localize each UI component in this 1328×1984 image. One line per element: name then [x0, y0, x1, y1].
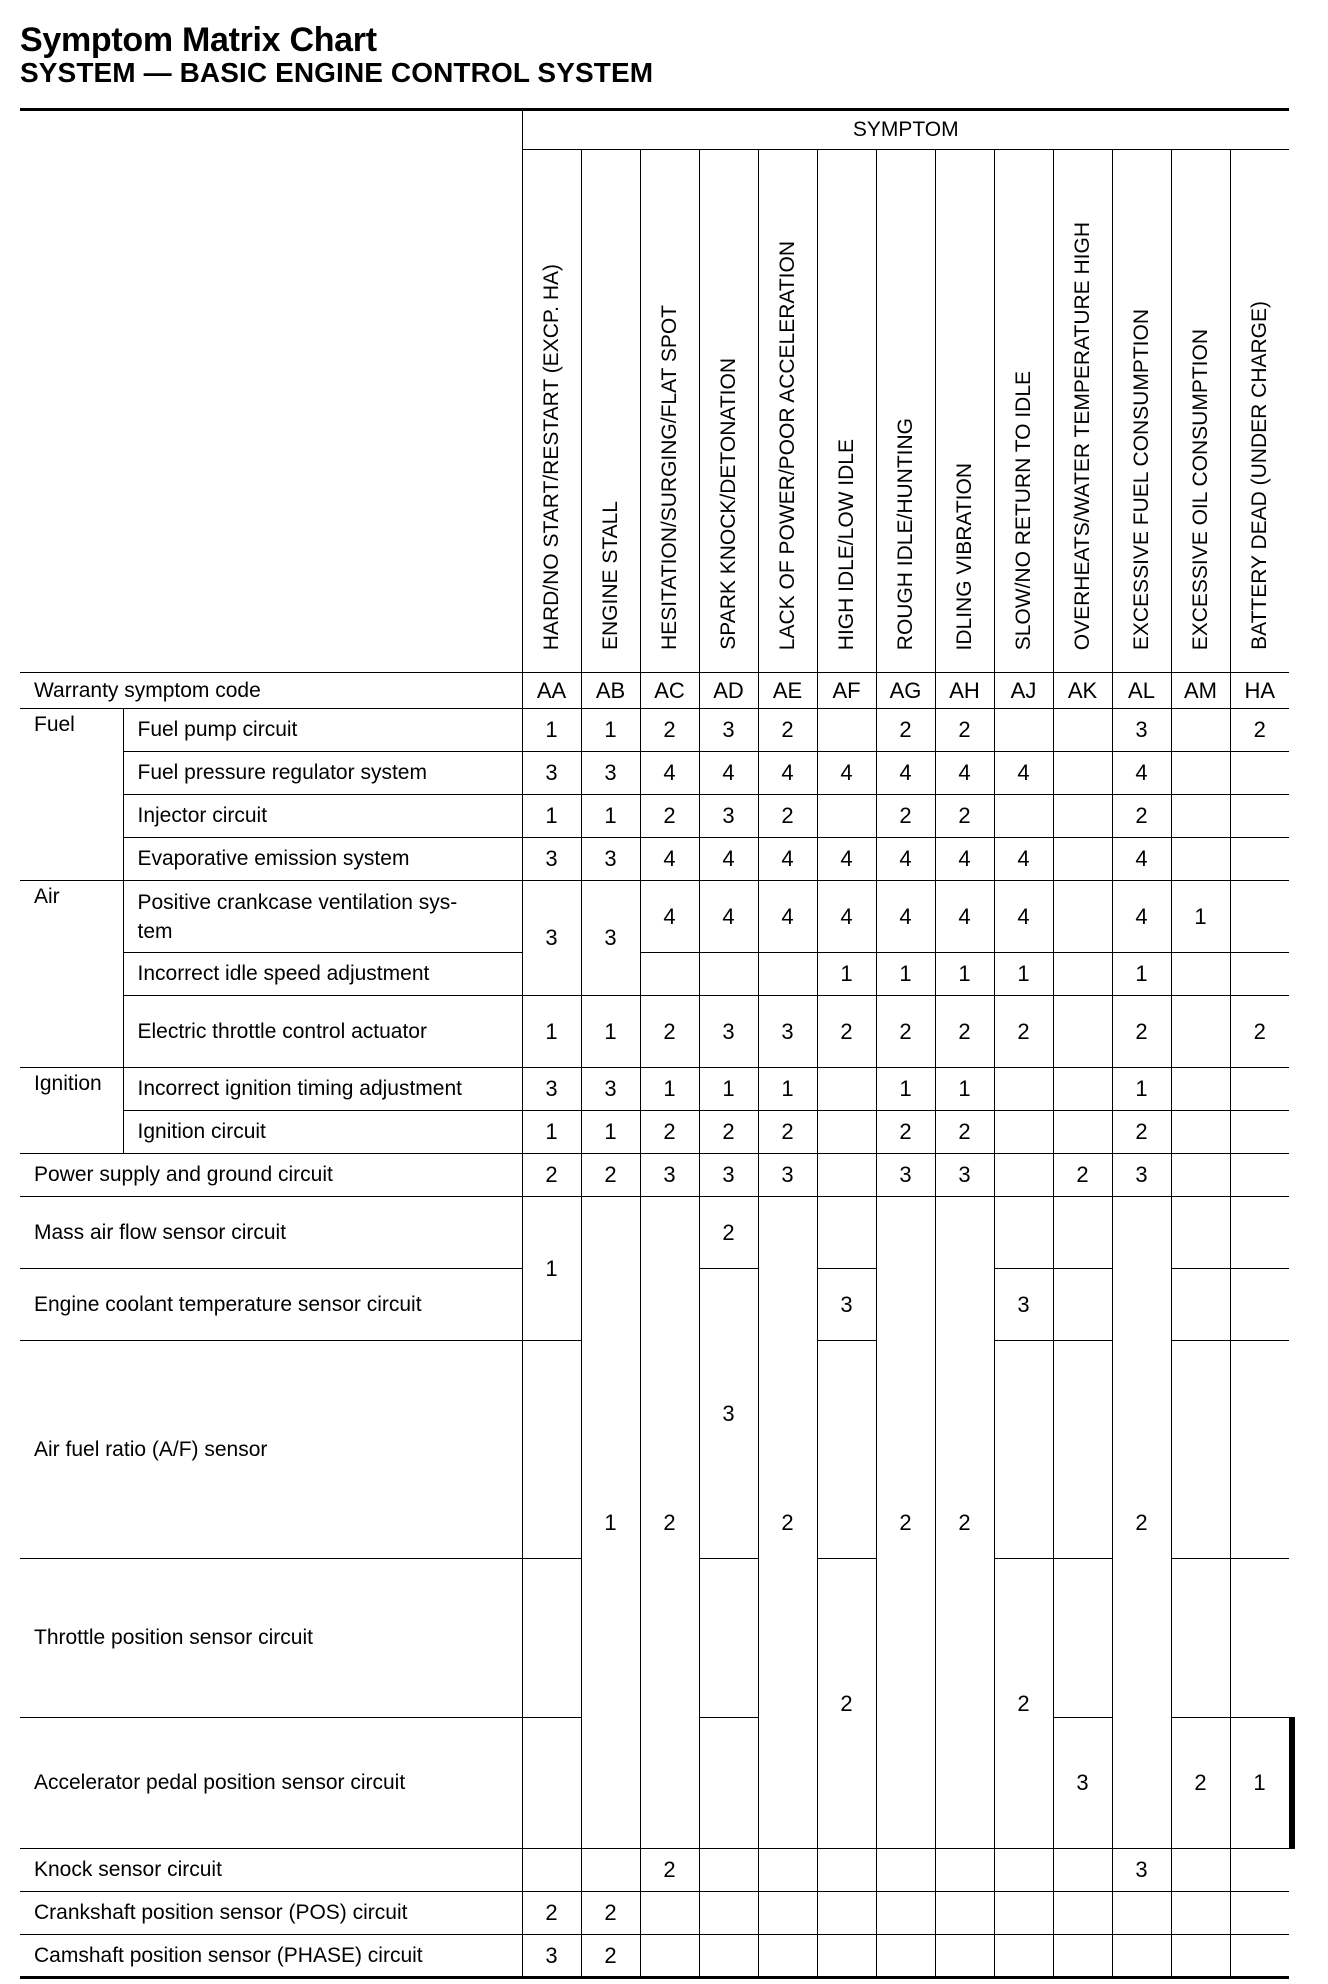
cell-af: 4	[817, 838, 876, 881]
symptom-column-label: EXCESSIVE FUEL CONSUMPTION	[1130, 308, 1153, 650]
cell-am	[1171, 1341, 1230, 1559]
cell-ae	[758, 1892, 817, 1935]
cell-ad	[699, 1892, 758, 1935]
cell-aa: 1	[522, 996, 581, 1068]
cell-aj	[994, 795, 1053, 838]
cell-ah: 2	[935, 709, 994, 752]
cell-aa: 1	[522, 1111, 581, 1154]
cell-ak	[1053, 795, 1112, 838]
warranty-code-label: Warranty symptom code	[20, 673, 522, 709]
row-label: Mass air flow sensor circuit	[20, 1197, 522, 1269]
row-label: Knock sensor circuit	[20, 1849, 522, 1892]
cell-aa	[522, 1559, 581, 1718]
cell-ab: 1	[581, 709, 640, 752]
cell-ah: 4	[935, 838, 994, 881]
cell-ae	[758, 953, 817, 996]
warranty-code-ae: AE	[758, 673, 817, 709]
cell-ha	[1230, 953, 1289, 996]
warranty-code-ag: AG	[876, 673, 935, 709]
cell-ak	[1053, 996, 1112, 1068]
cell-ac: 2	[640, 1111, 699, 1154]
symptom-column-ag	[876, 150, 935, 673]
row-label: Crankshaft position sensor (POS) circuit	[20, 1892, 522, 1935]
table-row	[20, 1892, 1295, 1935]
cell-am	[1171, 1559, 1230, 1718]
cell-al: 3	[1112, 1849, 1171, 1892]
row-label: Throttle position sensor circuit	[20, 1559, 522, 1718]
symptom-column-label: EXCESSIVE OIL CONSUMPTION	[1189, 328, 1212, 650]
chart-title: Symptom Matrix Chart	[20, 21, 377, 59]
symptom-column-label: IDLING VIBRATION	[953, 462, 976, 650]
cell-ah: 2	[935, 795, 994, 838]
cell-ae	[758, 1935, 817, 1978]
row-label: Fuel pump circuit	[123, 709, 522, 752]
group-fuel: Fuel	[20, 709, 123, 881]
warranty-code-aj: AJ	[994, 673, 1053, 709]
row-label-line: Positive crankcase ventilation sys-	[137, 890, 458, 914]
warranty-code-row	[20, 673, 1295, 709]
cell-ha	[1230, 1892, 1289, 1935]
symptom-column-aj	[994, 150, 1053, 673]
cell-ah	[935, 1935, 994, 1978]
cell-ak	[1053, 752, 1112, 795]
cell-ah: 2	[935, 996, 994, 1068]
cell-ag: 3	[876, 1154, 935, 1197]
row-label: Power supply and ground circuit	[20, 1154, 522, 1197]
symptom-column-af	[817, 150, 876, 673]
cell-ag	[876, 1892, 935, 1935]
table-row	[20, 881, 1295, 953]
cell-ac: 3	[1053, 1718, 1112, 1849]
cell-ad	[699, 1559, 758, 1718]
cell-ab: 1	[581, 795, 640, 838]
cell-al: 4	[1112, 881, 1171, 953]
symptom-column-label: BATTERY DEAD (UNDER CHARGE)	[1248, 301, 1272, 650]
symptom-column-label: ROUGH IDLE/HUNTING	[894, 417, 917, 650]
row-label: Fuel pressure regulator system	[123, 752, 522, 795]
cell-al: 2	[1112, 1197, 1171, 1849]
cell-am	[1171, 1892, 1230, 1935]
cell-ab: 2	[581, 1892, 640, 1935]
cell-ak	[1053, 953, 1112, 996]
cell-ak: 2	[1053, 1154, 1112, 1197]
table-row	[20, 1068, 1295, 1111]
row-label: Accelerator pedal position sensor circuit	[20, 1718, 522, 1849]
cell-al: 4	[1112, 838, 1171, 881]
symptom-column-aa	[522, 150, 581, 673]
cell-al: 3	[1112, 1154, 1171, 1197]
cell-am	[1171, 1849, 1230, 1892]
cell-ad: 4	[699, 838, 758, 881]
cell-al	[1112, 1935, 1171, 1978]
cell-ha	[1230, 1154, 1289, 1197]
cell-af: 4	[817, 752, 876, 795]
cell-ak	[1053, 1892, 1112, 1935]
cell-ad: 3	[699, 709, 758, 752]
cell-aj: 4	[994, 838, 1053, 881]
cell-ha	[1230, 1197, 1289, 1269]
row-label: Incorrect ignition timing adjustment	[123, 1068, 522, 1111]
cell-aa	[522, 1341, 581, 1559]
cell-ab: 1	[581, 1197, 640, 1849]
cell-ha	[1230, 1341, 1289, 1559]
cell-ab: 3	[581, 881, 640, 996]
cell-ag: 2	[876, 795, 935, 838]
cell-ha	[1230, 1111, 1289, 1154]
warranty-code-ab: AB	[581, 673, 640, 709]
cell-aa: 1	[522, 1197, 581, 1341]
cell-ac	[640, 1935, 699, 1978]
cell-ak	[1053, 838, 1112, 881]
cell-al: 1	[1112, 953, 1171, 996]
cell-aa: 2	[522, 1892, 581, 1935]
cell-aa	[522, 1718, 581, 1849]
row-label-line: tem	[137, 919, 173, 943]
cell-al	[1112, 1892, 1171, 1935]
header-blank	[20, 110, 522, 673]
cell-ad: 3	[699, 795, 758, 838]
cell-ak	[1053, 881, 1112, 953]
row-label: Ignition circuit	[123, 1111, 522, 1154]
cell-ah: 1	[935, 1068, 994, 1111]
symptom-column-label: OVERHEATS/WATER TEMPERATURE HIGH	[1071, 221, 1094, 650]
symptom-column-ak	[1053, 150, 1112, 673]
cell-aa: 1	[522, 795, 581, 838]
cell-al: 4	[1112, 752, 1171, 795]
cell-af: 1	[817, 953, 876, 996]
cell-ae	[758, 1849, 817, 1892]
cell-ad: 3	[699, 1269, 758, 1559]
cell-am	[1171, 1269, 1230, 1341]
table-row	[20, 838, 1295, 881]
warranty-code-ac: AC	[640, 673, 699, 709]
row-label: Electric throttle control actuator	[123, 996, 522, 1068]
cell-aj	[994, 709, 1053, 752]
cell-ac: 4	[640, 752, 699, 795]
cell-al: 3	[1112, 709, 1171, 752]
cell-aj	[994, 1154, 1053, 1197]
cell-ag: 2	[876, 996, 935, 1068]
cell-ha	[1230, 1849, 1289, 1892]
cell-af	[817, 1111, 876, 1154]
cell-af	[817, 795, 876, 838]
cell-ak	[1053, 1341, 1112, 1559]
cell-ah	[935, 1849, 994, 1892]
cell-ac	[640, 953, 699, 996]
cell-ab: 3	[581, 1068, 640, 1111]
table-row	[20, 953, 1295, 996]
cell-aj: 1	[994, 953, 1053, 996]
cell-ha	[1230, 752, 1289, 795]
cell-ah: 1	[935, 953, 994, 996]
cell-ag	[876, 1935, 935, 1978]
cell-ac	[640, 1892, 699, 1935]
cell-am	[1171, 838, 1230, 881]
table-row	[20, 1154, 1295, 1197]
cell-aa: 3	[522, 838, 581, 881]
row-label: Air fuel ratio (A/F) sensor	[20, 1341, 522, 1559]
chart-subtitle: SYSTEM — BASIC ENGINE CONTROL SYSTEM	[20, 57, 654, 88]
row-label: Injector circuit	[123, 795, 522, 838]
cell-ak	[1053, 1849, 1112, 1892]
warranty-code-ad: AD	[699, 673, 758, 709]
cell-ag	[876, 1849, 935, 1892]
symptom-column-al	[1112, 150, 1171, 673]
cell-aj	[994, 1935, 1053, 1978]
cell-ak	[1053, 1197, 1112, 1269]
cell-ak	[1053, 1269, 1112, 1341]
row-label: Camshaft position sensor (PHASE) circuit	[20, 1935, 522, 1978]
cell-aa: 1	[522, 709, 581, 752]
symptom-column-ad	[699, 150, 758, 673]
symptom-column-ha	[1230, 150, 1289, 673]
cell-ah: 2	[935, 1111, 994, 1154]
cell-ha	[1230, 795, 1289, 838]
cell-ab	[699, 1718, 758, 1849]
cell-al: 1	[1112, 1068, 1171, 1111]
row-label: Evaporative emission system	[123, 838, 522, 881]
cell-aa: 3	[522, 1068, 581, 1111]
symptom-column-ae	[758, 150, 817, 673]
cell-ah: 3	[935, 1154, 994, 1197]
cell-ac: 4	[640, 838, 699, 881]
cell-ac: 3	[640, 1154, 699, 1197]
cell-ab: 3	[581, 752, 640, 795]
cell-ad	[699, 1935, 758, 1978]
warranty-code-aa: AA	[522, 673, 581, 709]
cell-ad: 2	[1171, 1718, 1230, 1849]
table-row	[20, 1849, 1295, 1892]
warranty-code-ak: AK	[1053, 673, 1112, 709]
warranty-code-am: AM	[1171, 673, 1230, 709]
cell-ae: 3	[758, 996, 817, 1068]
cell-ak	[1053, 709, 1112, 752]
cell-af	[817, 1197, 876, 1269]
cell-ah: 4	[935, 881, 994, 953]
cell-ab	[581, 1849, 640, 1892]
cell-am	[1171, 1935, 1230, 1978]
cell-af: 2	[817, 1559, 876, 1849]
cell-ha: 2	[1230, 709, 1289, 752]
cell-aj: 2	[994, 1559, 1053, 1849]
cell-aj	[994, 1068, 1053, 1111]
cell-ae: 4	[758, 838, 817, 881]
cell-af	[817, 709, 876, 752]
cell-ad: 2	[699, 1197, 758, 1269]
table-row	[20, 795, 1295, 838]
cell-am	[1171, 953, 1230, 996]
symptom-matrix-table	[20, 108, 1295, 1979]
cell-ac: 2	[640, 795, 699, 838]
cell-aj	[994, 1197, 1053, 1269]
cell-ae: 1	[1230, 1718, 1289, 1849]
table-row	[20, 1935, 1295, 1978]
cell-al: 2	[1112, 795, 1171, 838]
cell-am	[1171, 709, 1230, 752]
cell-ha	[1230, 1269, 1289, 1341]
cell-ad: 4	[699, 752, 758, 795]
cell-aa	[522, 1849, 581, 1892]
symptom-column-ah	[935, 150, 994, 673]
cell-al: 2	[1112, 1111, 1171, 1154]
cell-ak	[1053, 1559, 1112, 1718]
table-row	[20, 996, 1295, 1068]
cell-aj	[994, 1341, 1053, 1559]
cell-ha	[1230, 838, 1289, 881]
symptom-column-ac	[640, 150, 699, 673]
cell-aj: 4	[994, 752, 1053, 795]
cell-af: 3	[817, 1269, 876, 1341]
cell-am: 1	[1171, 881, 1230, 953]
row-label: Incorrect idle speed adjustment	[123, 953, 522, 996]
cell-aj: 3	[994, 1269, 1053, 1341]
cell-ae: 1	[758, 1068, 817, 1111]
warranty-code-af: AF	[817, 673, 876, 709]
cell-ha: 2	[1230, 996, 1289, 1068]
table-row	[20, 752, 1295, 795]
cell-aj	[994, 1111, 1053, 1154]
cell-ag: 2	[876, 1197, 935, 1849]
cell-ag: 4	[876, 838, 935, 881]
cell-af	[817, 1892, 876, 1935]
cell-aj	[994, 1892, 1053, 1935]
cell-ae: 2	[758, 709, 817, 752]
cell-ae: 3	[758, 1154, 817, 1197]
cell-ab: 3	[581, 838, 640, 881]
cell-ad	[699, 953, 758, 996]
cell-ak	[1053, 1068, 1112, 1111]
cell-am	[1171, 1111, 1230, 1154]
cell-aa: 3	[522, 1935, 581, 1978]
symptom-column-am	[1171, 150, 1230, 673]
table-row	[20, 709, 1295, 752]
cell-af	[817, 1068, 876, 1111]
cell-al: 2	[1112, 996, 1171, 1068]
symptom-column-label: HIGH IDLE/LOW IDLE	[835, 438, 858, 650]
cell-ad: 3	[699, 996, 758, 1068]
symptom-column-label: ENGINE STALL	[599, 501, 622, 650]
cell-ad	[699, 1849, 758, 1892]
cell-af: 4	[817, 881, 876, 953]
row-label: Engine coolant temperature sensor circuit	[20, 1269, 522, 1341]
cell-ab: 2	[581, 1935, 640, 1978]
warranty-code-ah: AH	[935, 673, 994, 709]
cell-ag: 2	[876, 709, 935, 752]
symptom-column-label: HESITATION/SURGING/FLAT SPOT	[658, 305, 681, 650]
cell-ab: 1	[581, 996, 640, 1068]
cell-ag: 2	[876, 1111, 935, 1154]
cell-af	[817, 1341, 876, 1559]
symptom-column-label: SLOW/NO RETURN TO IDLE	[1012, 370, 1035, 650]
group-air: Air	[20, 881, 123, 1068]
cell-ag: 4	[876, 881, 935, 953]
cell-ha	[1230, 1935, 1289, 1978]
cell-aj: 2	[994, 996, 1053, 1068]
cell-ac: 2	[640, 1197, 699, 1849]
cell-ag: 1	[876, 1068, 935, 1111]
cell-ac: 4	[640, 881, 699, 953]
cell-am	[1171, 1154, 1230, 1197]
cell-am	[1171, 1068, 1230, 1111]
warranty-code-al: AL	[1112, 673, 1171, 709]
cell-ad: 4	[699, 881, 758, 953]
cell-ac: 2	[640, 1849, 699, 1892]
group-ignition: Ignition	[20, 1068, 123, 1154]
cell-aj	[994, 1849, 1053, 1892]
cell-ak	[1053, 1935, 1112, 1978]
cell-ad: 3	[699, 1154, 758, 1197]
cell-af: 2	[817, 996, 876, 1068]
cell-ha	[1230, 881, 1289, 953]
cell-af	[817, 1154, 876, 1197]
symptom-column-label: LACK OF POWER/POOR ACCELERATION	[776, 240, 799, 650]
cell-af	[817, 1935, 876, 1978]
cell-ac: 2	[640, 996, 699, 1068]
cell-ak	[1053, 1111, 1112, 1154]
cell-af	[817, 1849, 876, 1892]
table-row	[20, 1111, 1295, 1154]
cell-ab: 1	[581, 1111, 640, 1154]
symptom-column-label: HARD/NO START/RESTART (EXCP. HA)	[540, 263, 563, 650]
cell-ha	[1230, 1068, 1289, 1111]
cell-ah	[935, 1892, 994, 1935]
cell-aa: 3	[522, 881, 581, 996]
cell-am	[1171, 752, 1230, 795]
cell-aa: 3	[522, 752, 581, 795]
cell-ae: 2	[758, 795, 817, 838]
cell-am	[1171, 996, 1230, 1068]
symptom-heading: SYMPTOM	[522, 110, 1289, 150]
cell-ac: 1	[640, 1068, 699, 1111]
cell-ha	[1230, 1559, 1289, 1718]
cell-ad: 1	[699, 1068, 758, 1111]
cell-aj: 4	[994, 881, 1053, 953]
cell-aa: 2	[522, 1154, 581, 1197]
cell-ha	[1294, 1718, 1295, 1849]
cell-am	[1171, 1197, 1230, 1269]
cell-ae: 2	[758, 1197, 817, 1849]
symptom-header-row	[20, 110, 1295, 150]
cell-ae: 2	[758, 1111, 817, 1154]
cell-ah: 4	[935, 752, 994, 795]
symptom-column-label: SPARK KNOCK/DETONATION	[717, 358, 740, 650]
row-label	[123, 881, 522, 953]
cell-ae: 4	[758, 752, 817, 795]
cell-ag: 4	[876, 752, 935, 795]
cell-ah: 2	[935, 1197, 994, 1849]
cell-ag: 1	[876, 953, 935, 996]
cell-ac: 2	[640, 709, 699, 752]
cell-ab: 2	[581, 1154, 640, 1197]
cell-ae: 4	[758, 881, 817, 953]
cell-ad: 2	[699, 1111, 758, 1154]
table-row	[20, 1197, 1295, 1269]
warranty-code-ha: HA	[1230, 673, 1289, 709]
symptom-column-ab	[581, 150, 640, 673]
cell-am	[1171, 795, 1230, 838]
